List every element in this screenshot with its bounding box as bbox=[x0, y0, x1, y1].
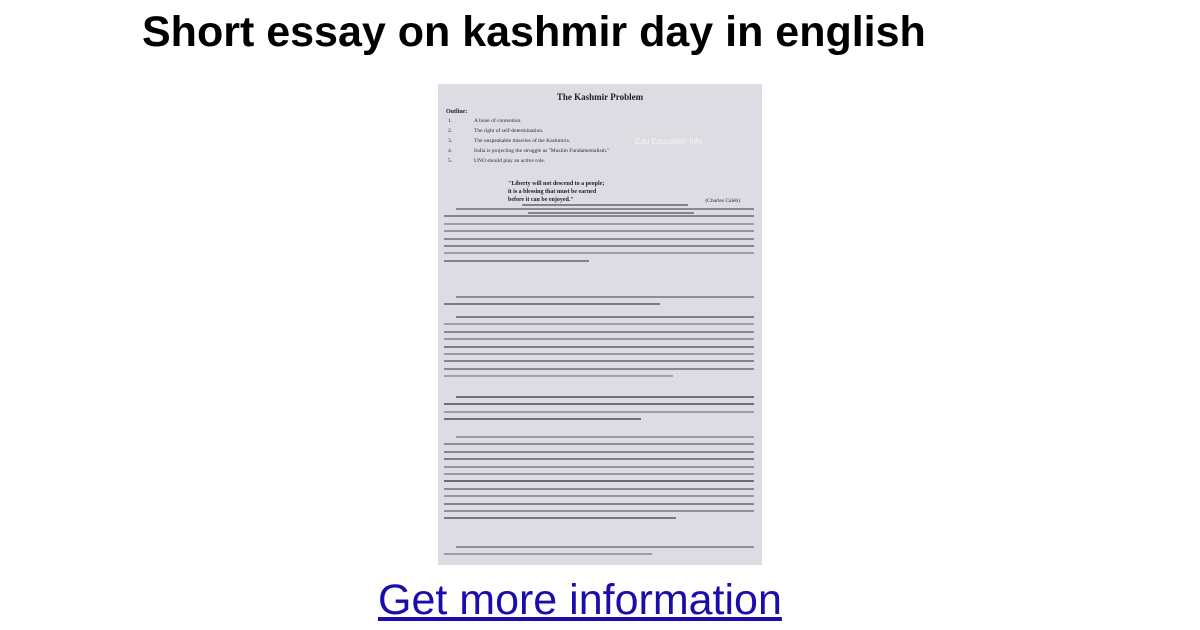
scan-quote-author: (Charles Caleb) bbox=[705, 198, 740, 204]
scan-text-line bbox=[444, 473, 754, 475]
scan-text-line bbox=[444, 368, 754, 370]
scan-text-line bbox=[444, 375, 673, 377]
scan-text-line bbox=[444, 503, 754, 505]
scan-text-line bbox=[444, 403, 754, 405]
scan-text-line bbox=[456, 546, 754, 548]
scan-outline-item: 5. UNO should play an active role. bbox=[448, 158, 546, 164]
scan-outline-item: 3. The unspeakable miseries of the Kashmiris. bbox=[448, 138, 571, 144]
scan-outline-item: 4. India is projecting the struggle as "Muslim Fundamentalism." bbox=[448, 148, 610, 154]
scan-text-line bbox=[444, 346, 754, 348]
scan-outline-item: 2. The right of self-determination. bbox=[448, 128, 544, 134]
scan-text-line bbox=[444, 245, 754, 247]
scan-outline-item: 1. A bone of contention. bbox=[448, 118, 522, 124]
scan-outline-label: Outline: bbox=[446, 109, 468, 115]
scan-text-line bbox=[444, 443, 754, 445]
scan-text-line bbox=[444, 303, 660, 305]
get-more-information-link[interactable]: Get more information bbox=[378, 576, 782, 624]
scan-text-line bbox=[444, 510, 754, 512]
essay-scan-image bbox=[438, 84, 762, 565]
scan-text-line bbox=[522, 204, 688, 206]
scan-text-line bbox=[444, 466, 754, 468]
scan-text-line bbox=[444, 230, 754, 232]
scan-text-line bbox=[456, 296, 754, 298]
scan-text-line bbox=[444, 458, 754, 460]
scan-text-line bbox=[444, 480, 754, 482]
page-title: Short essay on kashmir day in english bbox=[142, 8, 926, 56]
scan-text-line bbox=[444, 338, 754, 340]
scan-text-line bbox=[444, 215, 754, 217]
scan-text-line bbox=[444, 451, 754, 453]
scan-text-line bbox=[444, 260, 589, 262]
scan-watermark: Edu Education Info bbox=[635, 137, 703, 146]
scan-text-line bbox=[444, 223, 754, 225]
scan-text-line bbox=[444, 488, 754, 490]
scan-text-line bbox=[444, 495, 754, 497]
scan-text-line bbox=[444, 353, 754, 355]
scan-text-line bbox=[528, 212, 694, 214]
scan-text-line bbox=[444, 238, 754, 240]
scan-text-line bbox=[456, 436, 754, 438]
scan-text-line bbox=[444, 517, 676, 519]
scan-text-line bbox=[456, 396, 754, 398]
scan-text-line bbox=[456, 208, 754, 210]
scan-text-line bbox=[444, 360, 754, 362]
scan-text-line bbox=[444, 252, 754, 254]
scan-text-line bbox=[444, 323, 754, 325]
scan-quote: "Liberty will not descend to a people; it is a blessing that must be earned before it can be enjoyed." bbox=[508, 181, 605, 203]
scan-text-line bbox=[444, 418, 641, 420]
scan-text-line bbox=[444, 331, 754, 333]
scan-text-line bbox=[444, 411, 754, 413]
scan-heading: The Kashmir Problem bbox=[556, 92, 644, 102]
scan-text-line bbox=[456, 316, 754, 318]
scan-text-line bbox=[444, 553, 652, 555]
